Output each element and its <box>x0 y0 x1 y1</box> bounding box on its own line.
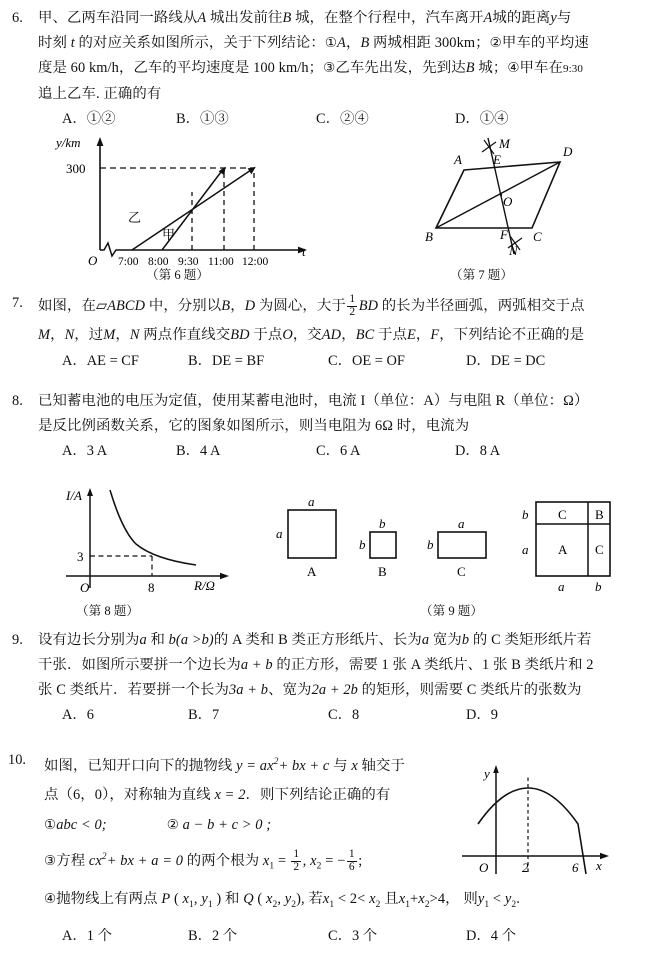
figure-6-caption: （第 6 题） <box>146 268 209 282</box>
fig9-tile-c-left-label: b <box>427 537 434 552</box>
question-6-options <box>38 107 643 132</box>
fig8-x-arrow <box>220 573 229 579</box>
question-9-line-2: 干张．如图所示要拼一个边长为a + b 的正方形，需要 1 张 A 类纸片、1 张 B 类纸片和 2 <box>38 657 594 673</box>
fig9-tile-a-left-label: a <box>276 526 283 541</box>
question-6-number: 6. <box>12 10 23 26</box>
fig9-composite-bottom-label-a: a <box>558 579 565 594</box>
question-10-options <box>44 921 643 951</box>
question-10-option-a[interactable]: A．1 个 <box>62 928 112 945</box>
figure-question-7 <box>410 136 600 256</box>
fig9-tile-b-left-label: b <box>359 537 366 552</box>
fig7-label-b: B <box>425 229 433 244</box>
question-10-line-1: 如图，已知开口向下的抛物线 $y = ax^2+$ bx + c 与 x 轴交于 <box>44 757 406 774</box>
fig9-tile-a-name: A <box>307 564 317 579</box>
question-7 <box>0 291 649 374</box>
fig8-origin-label: O <box>80 580 90 595</box>
figure-question-8 <box>44 488 244 594</box>
question-6-option-a[interactable]: A．①② <box>62 111 116 127</box>
fig7-label-m: M <box>499 136 510 151</box>
question-10-option-d[interactable]: D．4 个 <box>466 928 516 945</box>
question-10-line-5: ④抛物线上有两点 P ( $x_1$, $y_1$ ) 和 Q ( $x_2$, $y_2$), 若$x_1 < 2< x_2$ 且$x_1+x_2>4$， 则$y_1 < y_2$. <box>44 891 520 911</box>
figure-9-caption: （第 9 题） <box>420 604 483 618</box>
fig9-tile-c-name: C <box>457 564 466 579</box>
fig7-label-e: E <box>493 152 501 167</box>
question-10-number: 10. <box>8 752 26 768</box>
fig9-composite-left-label-b: b <box>522 507 529 522</box>
question-9-body <box>38 628 649 728</box>
fig10-y-arrow <box>493 765 499 773</box>
fig7-label-a: A <box>454 152 462 167</box>
question-8-body <box>38 389 649 464</box>
question-6-option-d[interactable]: D．①④ <box>455 111 509 127</box>
question-8-number: 8. <box>12 393 23 409</box>
fig9-tile-b-top-label: b <box>379 516 386 531</box>
fig6-origin-label: O <box>88 253 98 268</box>
figure-question-6 <box>52 134 312 268</box>
fig9-tile-b-square <box>370 532 396 558</box>
question-8-option-b[interactable]: B．4 A <box>176 443 221 459</box>
question-6-option-b[interactable]: B．①③ <box>176 111 229 127</box>
question-10-line-3: ①abc < 0; ② a − b + c > 0 ; <box>44 816 272 833</box>
figure-7-caption: （第 7 题） <box>450 268 513 282</box>
fig8-y-tick-3: 3 <box>77 549 84 564</box>
fig9-composite-bottom-label-b: b <box>595 579 602 594</box>
question-8-line-2: 是反比例函数关系，它的图象如图所示，则当电阻为 6Ω 时，电流为 <box>38 418 470 434</box>
fig7-label-o: O <box>503 194 513 209</box>
question-8-line-1: 已知蓄电池的电压为定值，使用某蓄电池时，电流 I（单位：A）与电阻 R（单位：Ω） <box>38 393 589 409</box>
fig6-x-tick-4: 12:00 <box>242 256 269 268</box>
fig8-x-axis-label: R/Ω <box>194 578 215 593</box>
question-6-option-c[interactable]: C．②④ <box>316 111 369 127</box>
question-6-line-1: 甲、乙两车沿同一路线从A 城出发前往B 城，在整个行程中，汽车离开A城的距离y与 <box>38 10 572 26</box>
fig10-parabola-curve <box>478 788 586 874</box>
fig9-composite-cell-0-0: C <box>558 507 567 522</box>
fig9-composite-cell-1-0: A <box>558 542 568 557</box>
fig9-tile-b-name: B <box>378 564 387 579</box>
fig6-x-axis-label: t <box>302 244 306 259</box>
fig6-x-tick-0: 7:00 <box>118 256 139 268</box>
fig9-tile-a-top-label: a <box>308 494 315 509</box>
question-7-line-1: 如图，在▱ABCD 中，分别以B，D 为圆心，大于 $\frac{1}{2}$ BD 的长为半径画弧，两弧相交于点 <box>38 293 585 319</box>
fig6-x-tick-2: 9:30 <box>178 256 199 268</box>
fig8-hyperbola-curve <box>110 490 196 565</box>
question-9-line-1: 设有边长分别为a 和 b(a >b)的 A 类和 B 类正方形纸片、长为a 宽为b 的 C 类矩形纸片若 <box>38 632 592 648</box>
fig10-x-axis-label: x <box>596 858 602 873</box>
question-9-options <box>38 703 643 728</box>
question-7-options <box>38 349 643 374</box>
figure-8-caption: （第 8 题） <box>76 604 139 618</box>
fig7-label-d: D <box>563 144 573 159</box>
fig6-x-tick-1: 8:00 <box>148 256 169 268</box>
fig10-origin-label: O <box>479 860 489 875</box>
question-7-option-d[interactable]: D．DE = DC <box>466 353 546 369</box>
question-7-line-2: M，N，过M，N 两点作直线交BD 于点O，交AD，BC 于点E，F，下列结论不正确的是 <box>38 327 585 343</box>
question-8-options <box>38 439 643 464</box>
question-9-option-c[interactable]: C．8 <box>328 707 360 723</box>
question-7-option-a[interactable]: A．AE = CF <box>62 353 139 369</box>
question-7-option-b[interactable]: B．DE = BF <box>188 353 265 369</box>
fig7-diagonal-bd <box>436 162 560 228</box>
fig7-label-n: N <box>509 243 518 258</box>
fig10-x-tick-2: 2 <box>522 860 529 875</box>
question-7-number: 7. <box>12 295 23 311</box>
question-6-line-2: 时刻 t 的对应关系如图所示，关于下列结论：①A，B 两城相距 300km；②甲车的平均速 <box>38 35 589 51</box>
question-8-option-d[interactable]: D．8 A <box>455 443 501 459</box>
question-9-line-3: 张 C 类纸片．若要拼一个长为3a + b、宽为2a + 2b 的矩形，则需要 C 类纸片的张数为 <box>38 682 582 698</box>
fig9-tile-c-rect <box>438 532 486 558</box>
fig10-x-tick-6: 6 <box>572 860 579 875</box>
question-10-option-b[interactable]: B．2 个 <box>188 928 238 945</box>
fig6-y-axis-label: y/km <box>56 135 81 150</box>
question-9-option-d[interactable]: D．9 <box>466 707 498 723</box>
question-9 <box>0 628 649 728</box>
fig9-composite-left-label-a: a <box>522 542 529 557</box>
question-9-option-b[interactable]: B．7 <box>188 707 220 723</box>
question-6-line-3: 度是 60 km/h，乙车的平均速度是 100 km/h；③乙车先出发，先到达B 城；④甲车在9:30 <box>38 60 583 76</box>
fig9-composite-cell-1-1: C <box>595 542 604 557</box>
question-6 <box>0 6 649 132</box>
figure-question-9 <box>268 492 644 602</box>
fig6-x-tick-3: 11:00 <box>208 256 234 268</box>
fig6-y-tick-300: 300 <box>66 161 86 176</box>
fig6-y-arrow <box>97 137 104 146</box>
figure-question-10 <box>462 758 642 880</box>
question-6-line-4: 追上乙车. 正确的有 <box>38 86 162 102</box>
fig9-composite-cell-0-1: B <box>595 507 604 522</box>
fig6-curve-label-yi: 乙 <box>128 210 142 225</box>
question-10-line-2: 点（6，0），对称轴为直线 x = 2．则下列结论正确的有 <box>44 786 391 803</box>
fig9-tile-a-square <box>288 510 336 558</box>
fig7-label-f: F <box>500 227 508 242</box>
fig6-curve-label-jia: 甲 <box>162 227 176 242</box>
question-8-option-a[interactable]: A．3 A <box>62 443 108 459</box>
question-8 <box>0 389 649 464</box>
question-8-option-c[interactable]: C．6 A <box>316 443 361 459</box>
fig8-y-axis-label: I/A <box>66 488 82 503</box>
fig7-point-o <box>500 194 502 196</box>
question-10-option-c[interactable]: C．3 个 <box>328 928 378 945</box>
question-7-option-c[interactable]: C．OE = OF <box>328 353 405 369</box>
question-10-line-4: ③方程 $cx^2+$ bx + a = 0 的两个根为 $x_1$ = $\frac{1}{2}$ , $x_2$ = − $\frac{1}{6}$ ; <box>44 847 363 873</box>
question-9-option-a[interactable]: A．6 <box>62 707 94 723</box>
question-9-number: 9. <box>12 632 23 648</box>
fig9-tile-c-top-label: a <box>458 516 465 531</box>
fig8-y-arrow <box>87 488 93 496</box>
fig10-y-axis-label: y <box>484 766 490 781</box>
fig7-label-c: C <box>533 229 542 244</box>
question-6-body <box>38 6 649 132</box>
question-7-body <box>38 291 649 374</box>
fig6-x-axis <box>100 243 300 256</box>
fig8-x-tick-8: 8 <box>148 580 155 595</box>
